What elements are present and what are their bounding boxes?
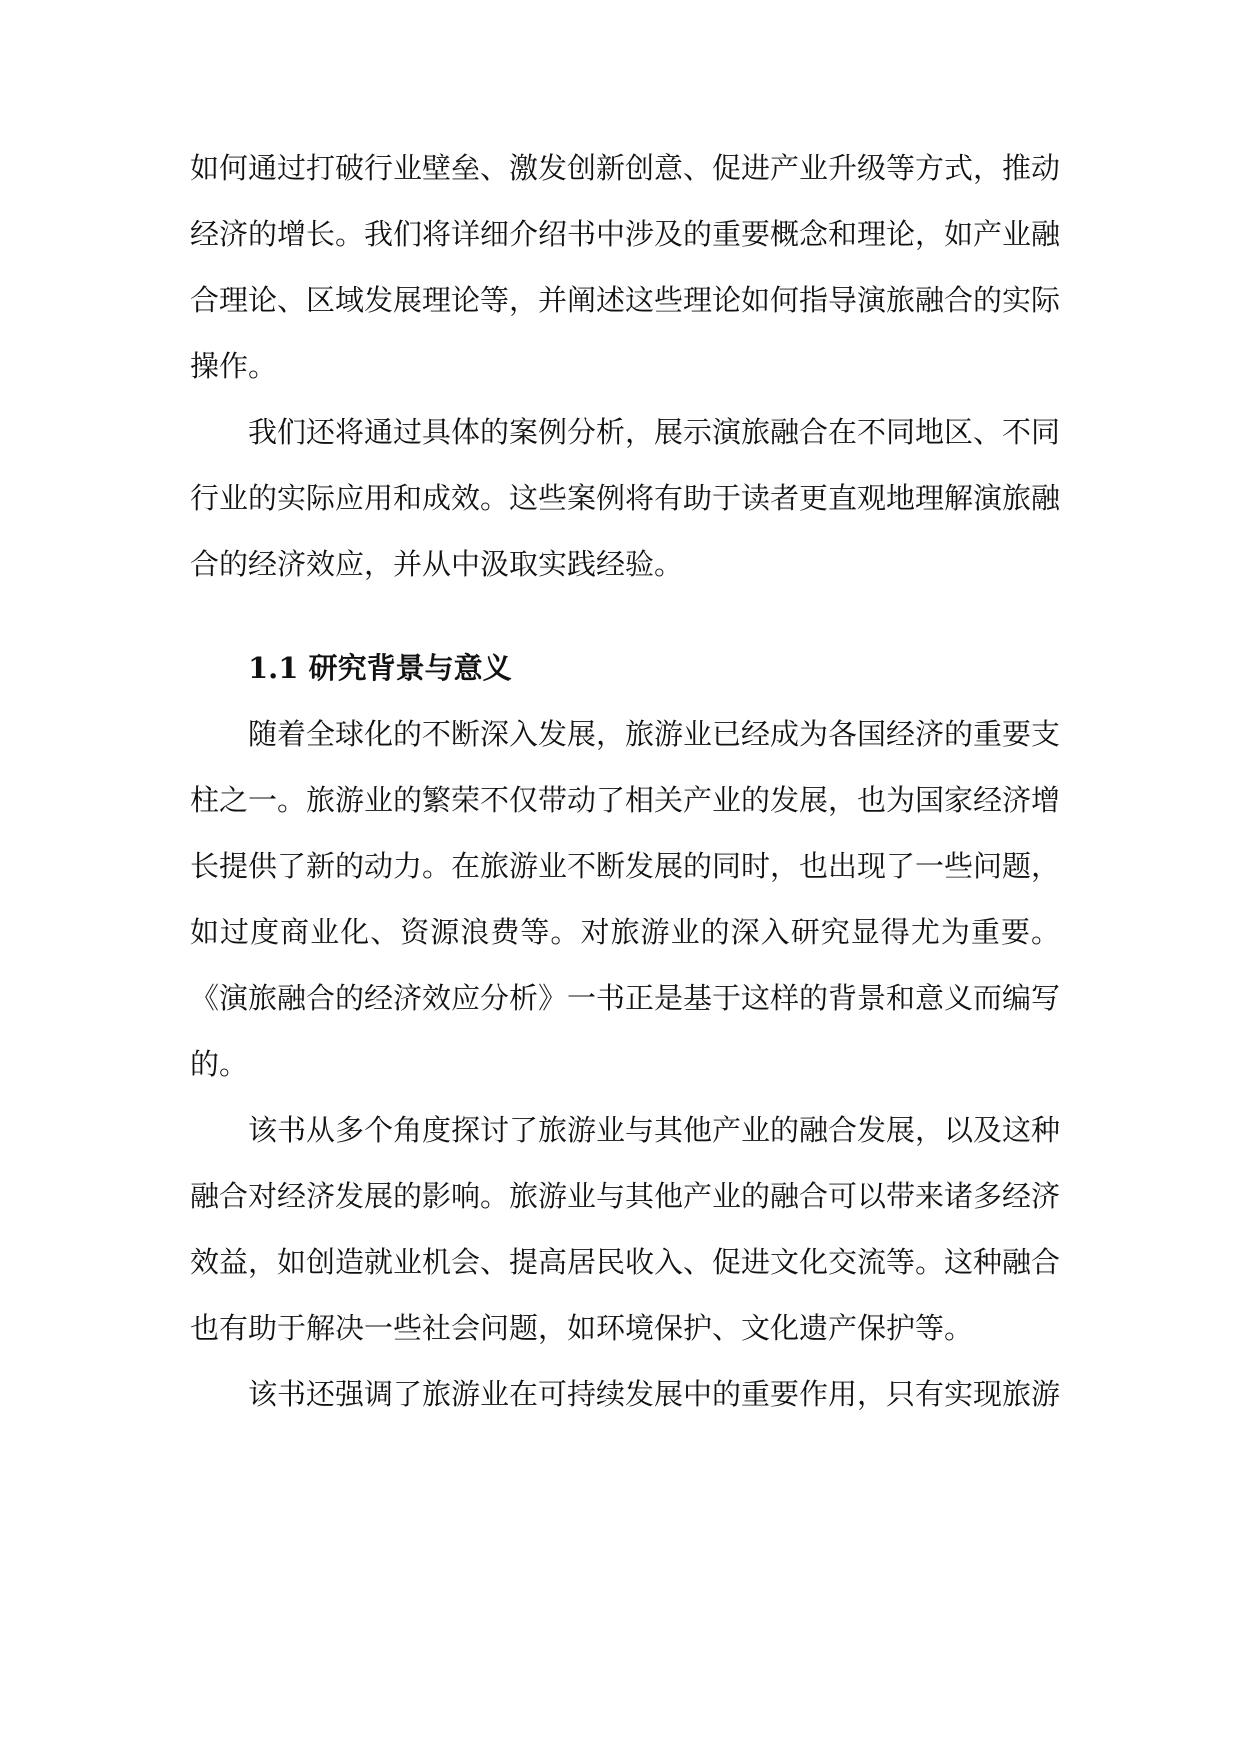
section-number: 1.1 — [248, 651, 299, 685]
section-title: 研究背景与意义 — [308, 651, 512, 685]
paragraph-case-analysis: 我们还将通过具体的案例分析，展示演旅融合在不同地区、不同行业的实际应用和成效。这些案例将有助于读者更直观地理解演旅融合的经济效应，并从中汲取实践经验。 — [190, 415, 1061, 581]
paragraph-sustainability: 该书还强调了旅游业在可持续发展中的重要作用，只有实现旅游 — [248, 1377, 1061, 1411]
paragraph-continuation: 如何通过打破行业壁垒、激发创新创意、促进产业升级等方式，推动经济的增长。我们将详细介绍书中涉及的重要概念和理论，如产业融合理论、区域发展理论等，并阐述这些理论如何指导演旅融合的实际操作。 — [190, 151, 1061, 383]
paragraph-background: 随着全球化的不断深入发展，旅游业已经成为各国经济的重要支柱之一。旅游业的繁荣不仅带动了相关产业的发展，也为国家经济增长提供了新的动力。在旅游业不断发展的同时，也出现了一些问题，如过度商业化、资源浪费等。对旅游业的深入研究显得尤为重要。《演旅融合的经济效应分析》一书正是基于这样的背景和意义而编写的。 — [190, 717, 1061, 1081]
document-body — [190, 135, 1060, 1427]
section-heading — [190, 635, 1060, 701]
paragraph-integration: 该书从多个角度探讨了旅游业与其他产业的融合发展，以及这种融合对经济发展的影响。旅游业与其他产业的融合可以带来诸多经济效益，如创造就业机会、提高居民收入、促进文化交流等。这种融合也有助于解决一些社会问题，如环境保护、文化遗产保护等。 — [190, 1113, 1061, 1345]
